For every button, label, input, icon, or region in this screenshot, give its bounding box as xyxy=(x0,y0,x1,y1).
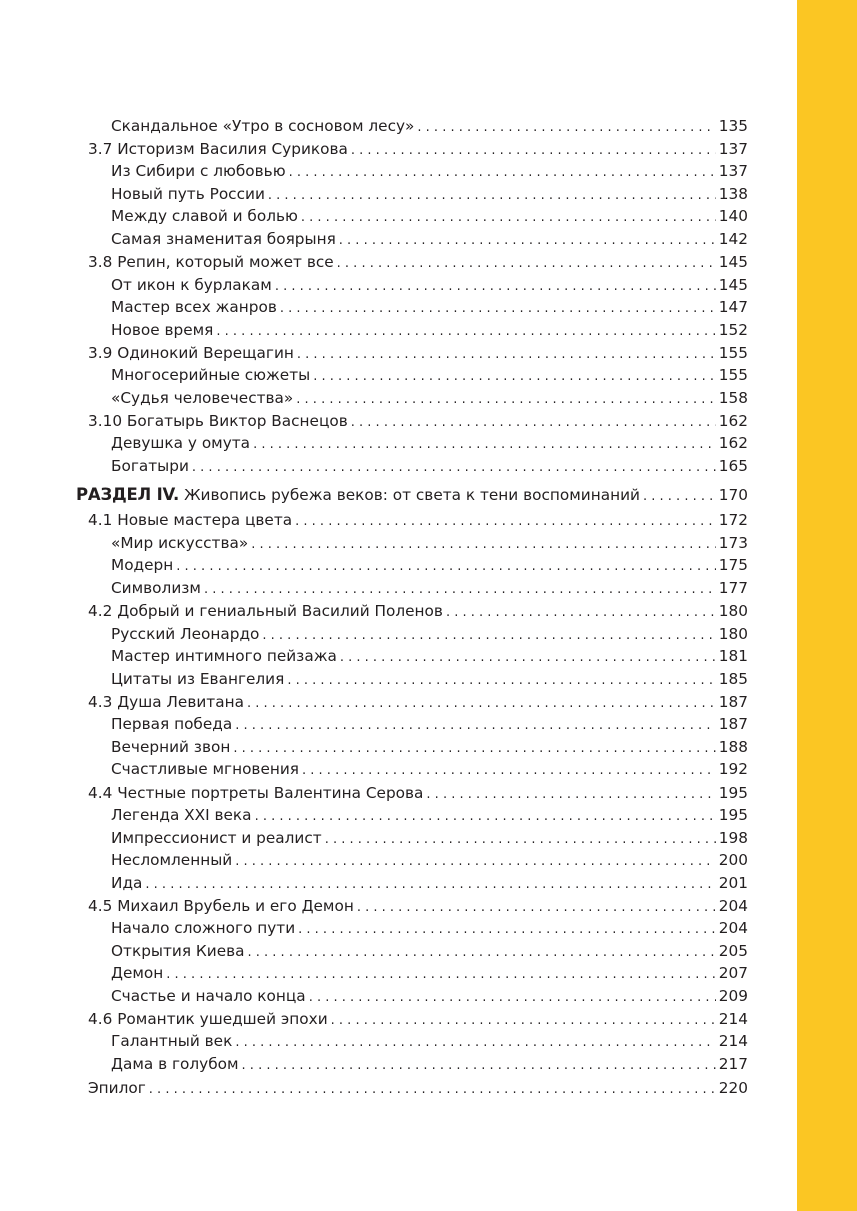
toc-subchapter-entry xyxy=(111,827,748,849)
toc-entry-title: Импрессионист и реалист xyxy=(111,829,322,847)
toc-page-number: 220 xyxy=(718,1079,748,1097)
dot-leader xyxy=(149,1079,716,1101)
toc-subchapter-entry xyxy=(111,455,748,477)
toc-subchapter-entry xyxy=(111,577,748,599)
dot-leader xyxy=(253,434,716,456)
toc-entry-title: 3.7 Историзм Василия Сурикова xyxy=(88,140,348,158)
toc-entry-title: 3.10 Богатырь Виктор Васнецов xyxy=(88,412,348,430)
toc-page-number: 204 xyxy=(718,919,748,937)
toc-page-number: 180 xyxy=(718,625,748,643)
toc-page-number: 162 xyxy=(718,434,748,452)
dot-leader xyxy=(287,670,715,692)
toc-subchapter-entry xyxy=(111,668,748,690)
toc-entry-title: Новое время xyxy=(111,321,214,339)
toc-entry-title: 4.6 Романтик ушедшей эпохи xyxy=(88,1010,328,1028)
dot-leader xyxy=(192,457,716,479)
toc-entry-title: Открытия Киева xyxy=(111,942,245,960)
dot-leader xyxy=(295,511,716,533)
dot-leader xyxy=(235,851,716,873)
toc-page-number: 207 xyxy=(718,964,748,982)
toc-entry-title: Несломленный xyxy=(111,851,233,869)
toc-subchapter-entry xyxy=(111,623,748,645)
dot-leader xyxy=(251,534,716,556)
toc-entry-title: Счастливые мгновения xyxy=(111,760,300,778)
dot-leader xyxy=(235,715,716,737)
toc-subchapter-entry xyxy=(111,849,748,871)
dot-leader xyxy=(280,298,716,320)
toc-chapter-entry xyxy=(88,895,748,917)
toc-subchapter-entry xyxy=(111,183,748,205)
toc-page-number: 200 xyxy=(718,851,748,869)
toc-page-number: 138 xyxy=(718,185,748,203)
toc-chapter-entry xyxy=(88,600,748,622)
toc-entry-title: Символизм xyxy=(111,579,201,597)
toc-entry-title: Счастье и начало конца xyxy=(111,987,306,1005)
toc-entry-title: Скандальное «Утро в сосновом лесу» xyxy=(111,117,415,135)
dot-leader xyxy=(255,806,716,828)
toc-page-number: 170 xyxy=(718,486,748,504)
toc-entry-title: От икон к бурлакам xyxy=(111,276,272,294)
dot-leader xyxy=(337,253,716,275)
toc-section-entry xyxy=(76,484,748,506)
toc-entry-title: Мастер всех жанров xyxy=(111,298,277,316)
toc-page-number: 185 xyxy=(718,670,748,688)
dot-leader xyxy=(351,140,716,162)
toc-page-number: 180 xyxy=(718,602,748,620)
toc-entry-title: Живопись рубежа веков: от света к тени воспоминаний xyxy=(184,486,640,504)
toc-page-number: 137 xyxy=(718,140,748,158)
dot-leader xyxy=(145,874,715,896)
toc-chapter-entry xyxy=(88,782,748,804)
toc-entry-title: Новый путь России xyxy=(111,185,265,203)
toc-subchapter-entry xyxy=(111,985,748,1007)
toc-subchapter-entry xyxy=(111,115,748,137)
toc-entry-title: Из Сибири с любовью xyxy=(111,162,286,180)
toc-page-number: 145 xyxy=(718,253,748,271)
toc-page-number: 155 xyxy=(718,366,748,384)
toc-page-number: 209 xyxy=(718,987,748,1005)
toc-entry-title: 4.2 Добрый и гениальный Василий Поленов xyxy=(88,602,443,620)
toc-page-number: 181 xyxy=(718,647,748,665)
toc-entry-title: Модерн xyxy=(111,556,174,574)
toc-chapter-entry xyxy=(88,1008,748,1030)
toc-entry-title: Самая знаменитая боярыня xyxy=(111,230,336,248)
dot-leader xyxy=(247,693,716,715)
toc-entry-title: Дама в голубом xyxy=(111,1055,239,1073)
toc-entry-title: Легенда XXI века xyxy=(111,806,252,824)
toc-entry-title: Между славой и болью xyxy=(111,207,298,225)
toc-page-number: 137 xyxy=(718,162,748,180)
toc-entry-title: Ида xyxy=(111,874,143,892)
toc-subchapter-entry xyxy=(111,274,748,296)
toc-page-number: 173 xyxy=(718,534,748,552)
dot-leader xyxy=(176,556,716,578)
toc-subchapter-entry xyxy=(111,432,748,454)
dot-leader xyxy=(302,760,716,782)
dot-leader xyxy=(417,117,715,139)
accent-sidebar xyxy=(797,0,857,1211)
toc-entry-title: Богатыри xyxy=(111,457,189,475)
toc-entry-title: Вечерний звон xyxy=(111,738,231,756)
toc-subchapter-entry xyxy=(111,554,748,576)
dot-leader xyxy=(289,162,716,184)
toc-page-number: 205 xyxy=(718,942,748,960)
toc-entry-title: Демон xyxy=(111,964,164,982)
toc-page-number: 187 xyxy=(718,715,748,733)
toc-page-number: 140 xyxy=(718,207,748,225)
toc-page-number: 145 xyxy=(718,276,748,294)
toc-entry-title: Первая победа xyxy=(111,715,233,733)
dot-leader xyxy=(643,486,716,508)
toc-page-number: 175 xyxy=(718,556,748,574)
dot-leader xyxy=(275,276,716,298)
toc-entry-title: 4.3 Душа Левитана xyxy=(88,693,244,711)
toc-page-number: 177 xyxy=(718,579,748,597)
toc-page-number: 142 xyxy=(718,230,748,248)
dot-leader xyxy=(262,625,715,647)
toc-subchapter-entry xyxy=(111,962,748,984)
toc-chapter-entry xyxy=(88,138,748,160)
toc-page-number: 155 xyxy=(718,344,748,362)
toc-subchapter-entry xyxy=(111,645,748,667)
toc-page-number: 187 xyxy=(718,693,748,711)
dot-leader xyxy=(204,579,716,601)
toc-page-number: 147 xyxy=(718,298,748,316)
toc-entry-title: 4.5 Михаил Врубель и его Демон xyxy=(88,897,354,915)
dot-leader xyxy=(313,366,716,388)
toc-entry-title: 4.1 Новые мастера цвета xyxy=(88,511,293,529)
toc-entry-title: «Судья человечества» xyxy=(111,389,294,407)
toc-entry-title: Русский Леонардо xyxy=(111,625,260,643)
dot-leader xyxy=(242,1055,716,1077)
toc-chapter-entry xyxy=(88,509,748,531)
dot-leader xyxy=(248,942,716,964)
toc-page-number: 158 xyxy=(718,389,748,407)
toc-entry-title: 4.4 Честные портреты Валентина Серова xyxy=(88,784,424,802)
toc-page-number: 204 xyxy=(718,897,748,915)
dot-leader xyxy=(325,829,716,851)
toc-entry-title: Многосерийные сюжеты xyxy=(111,366,311,384)
dot-leader xyxy=(340,647,716,669)
toc-subchapter-entry xyxy=(111,532,748,554)
toc-subchapter-entry xyxy=(111,228,748,250)
dot-leader xyxy=(296,389,716,411)
toc-chapter-entry xyxy=(88,691,748,713)
dot-leader xyxy=(339,230,716,252)
toc-page-number: 195 xyxy=(718,784,748,802)
toc-subchapter-entry xyxy=(111,917,748,939)
toc-subchapter-entry xyxy=(111,872,748,894)
toc-page-number: 214 xyxy=(718,1010,748,1028)
dot-leader xyxy=(351,412,716,434)
dot-leader xyxy=(235,1032,715,1054)
dot-leader xyxy=(357,897,716,919)
toc-chapter-entry xyxy=(88,251,748,273)
toc-entry-title: 3.9 Одинокий Верещагин xyxy=(88,344,294,362)
dot-leader xyxy=(297,344,716,366)
dot-leader xyxy=(216,321,715,343)
toc-subchapter-entry xyxy=(111,736,748,758)
dot-leader xyxy=(298,919,716,941)
toc-page-number: 217 xyxy=(718,1055,748,1073)
toc-page-number: 152 xyxy=(718,321,748,339)
toc-page-number: 195 xyxy=(718,806,748,824)
toc-subchapter-entry xyxy=(111,940,748,962)
toc-subchapter-entry xyxy=(111,387,748,409)
toc-subchapter-entry xyxy=(111,296,748,318)
toc-entry-title: Галантный век xyxy=(111,1032,233,1050)
toc-subchapter-entry xyxy=(111,319,748,341)
toc-chapter-entry xyxy=(88,410,748,432)
toc-page-number: 172 xyxy=(718,511,748,529)
toc-page-number: 214 xyxy=(718,1032,748,1050)
dot-leader xyxy=(166,964,716,986)
dot-leader xyxy=(309,987,716,1009)
dot-leader xyxy=(301,207,716,229)
toc-page-number: 201 xyxy=(718,874,748,892)
dot-leader xyxy=(331,1010,716,1032)
toc-page-number: 188 xyxy=(718,738,748,756)
toc-section-prefix: РАЗДЕЛ IV. xyxy=(76,485,180,504)
toc-entry-title: Девушка у омута xyxy=(111,434,251,452)
toc-entry-title: Начало сложного пути xyxy=(111,919,296,937)
toc-entry-title: Цитаты из Евангелия xyxy=(111,670,285,688)
toc-subchapter-entry xyxy=(111,160,748,182)
toc-chapter-entry xyxy=(88,342,748,364)
dot-leader xyxy=(268,185,716,207)
toc-page-number: 165 xyxy=(718,457,748,475)
toc-subchapter-entry xyxy=(111,1030,748,1052)
toc-entry-title: Эпилог xyxy=(88,1079,146,1097)
toc-entry-title: «Мир искусства» xyxy=(111,534,249,552)
toc-subchapter-entry xyxy=(111,1053,748,1075)
toc-subchapter-entry xyxy=(111,205,748,227)
dot-leader xyxy=(233,738,715,760)
toc-subchapter-entry xyxy=(111,758,748,780)
dot-leader xyxy=(426,784,715,806)
toc-subchapter-entry xyxy=(111,713,748,735)
toc-subchapter-entry xyxy=(111,804,748,826)
toc-chapter-entry xyxy=(88,1077,748,1099)
toc-subchapter-entry xyxy=(111,364,748,386)
toc-page-number: 135 xyxy=(718,117,748,135)
toc-page-number: 198 xyxy=(718,829,748,847)
toc-entry-title: 3.8 Репин, который может все xyxy=(88,253,334,271)
toc-page-number: 192 xyxy=(718,760,748,778)
dot-leader xyxy=(446,602,716,624)
toc-entry-title: Мастер интимного пейзажа xyxy=(111,647,337,665)
toc-page-number: 162 xyxy=(718,412,748,430)
